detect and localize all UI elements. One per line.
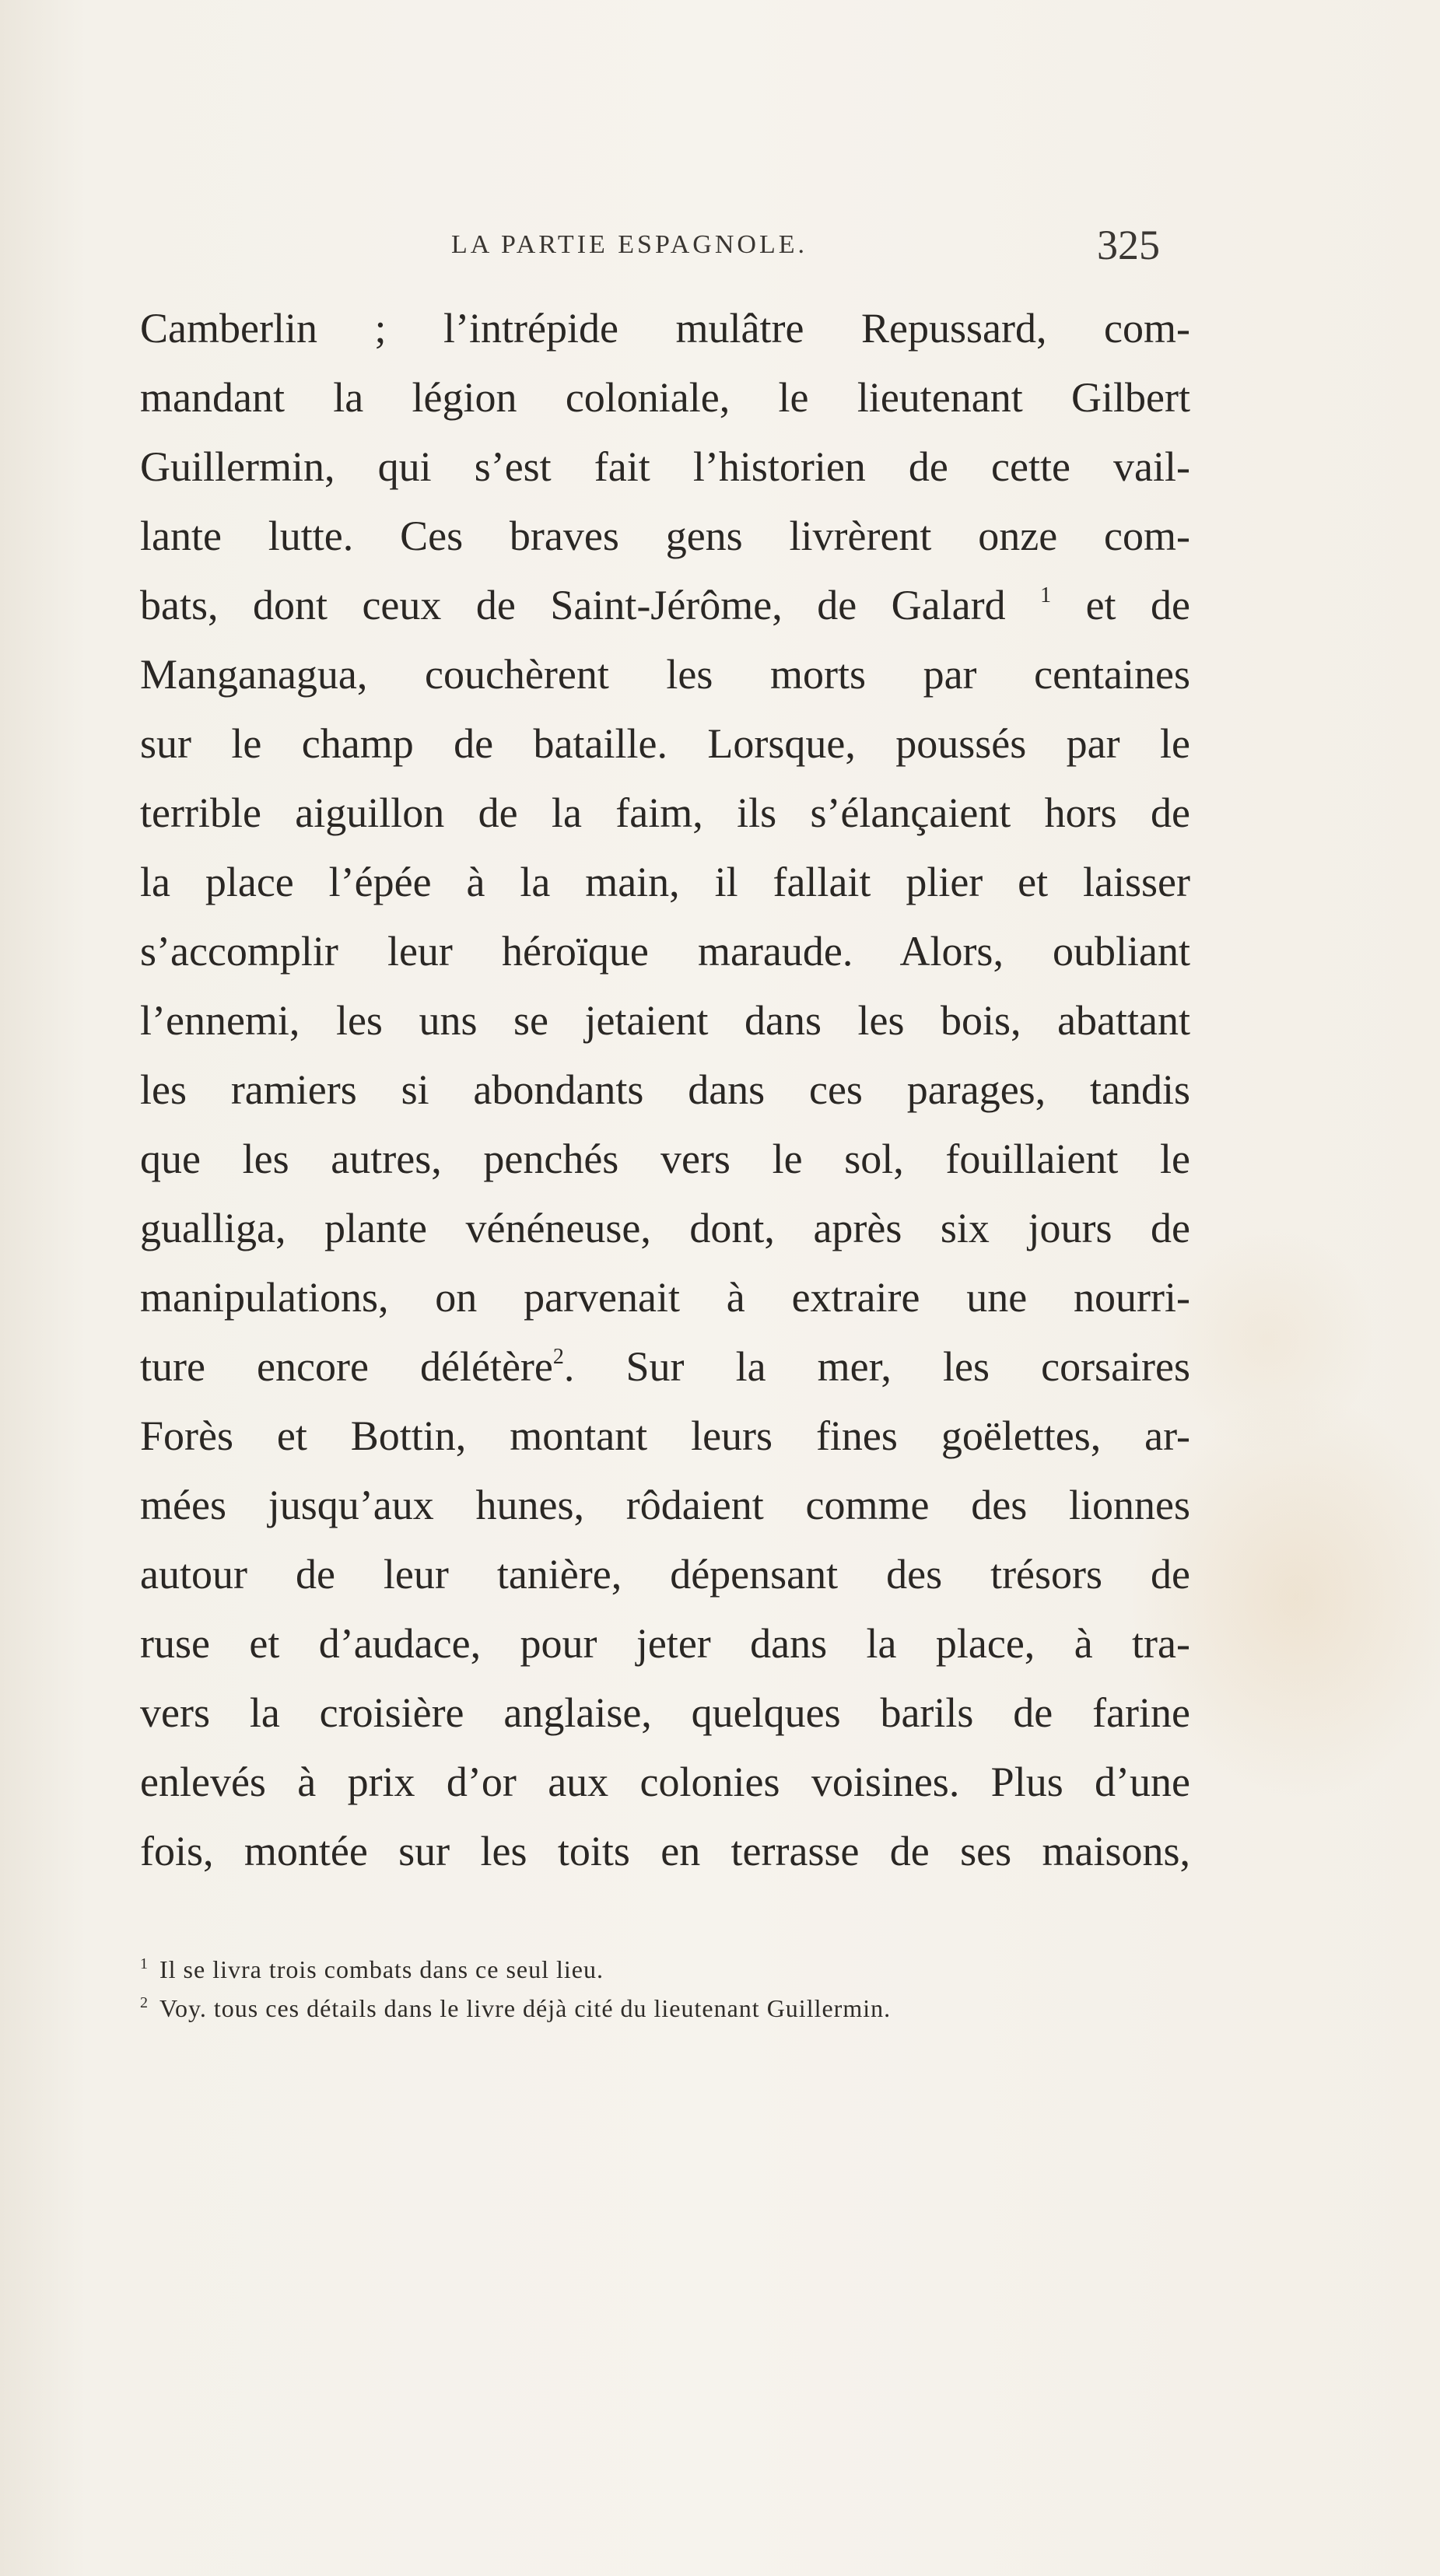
text-line-part: ture encore délétère bbox=[140, 1343, 553, 1390]
text-line: enlevés à prix d’or aux colonies voisines. Plus d’une bbox=[140, 1759, 1190, 1805]
page-number: 325 bbox=[1097, 222, 1160, 268]
footnote-marker: 1 bbox=[140, 1955, 149, 1972]
body-text bbox=[140, 294, 1190, 1886]
text-line: lante lutte. Ces braves gens livrèrent onze com- bbox=[140, 513, 1190, 559]
text-line: manipulations, on parvenait à extraire une nourri- bbox=[140, 1274, 1190, 1321]
footnote-text: Voy. tous ces détails dans le livre déjà cité du lieutenant Guillermin. bbox=[159, 1994, 892, 2022]
running-head bbox=[0, 222, 1440, 280]
text-line: Guillermin, qui s’est fait l’historien de cette vail- bbox=[140, 443, 1190, 490]
text-line: sur le champ de bataille. Lorsque, poussés par le bbox=[140, 720, 1190, 767]
text-line-with-note-ref bbox=[140, 571, 1190, 640]
text-line: autour de leur tanière, dépensant des trésors de bbox=[140, 1551, 1190, 1598]
text-line-part: bats, dont ceux de Saint-Jérôme, de Galard bbox=[140, 582, 1006, 628]
text-line-part: . Sur la mer, les corsaires bbox=[563, 1343, 1190, 1390]
text-line: Camberlin ; l’intrépide mulâtre Repussard, com- bbox=[140, 305, 1190, 352]
footnote-ref-2: 2 bbox=[552, 1345, 564, 1369]
text-line: la place l’épée à la main, il fallait plier et laisser bbox=[140, 859, 1190, 905]
footnote bbox=[140, 1944, 1190, 1983]
footnote bbox=[140, 1983, 1190, 2022]
text-line-with-note-ref bbox=[140, 1332, 1190, 1402]
text-line: l’ennemi, les uns se jetaient dans les bois, abattant bbox=[140, 997, 1190, 1044]
text-line: gualliga, plante vénéneuse, dont, après six jours de bbox=[140, 1205, 1190, 1251]
footnotes bbox=[140, 1944, 1190, 2022]
text-line: Manganagua, couchèrent les morts par centaines bbox=[140, 651, 1190, 698]
text-line: mées jusqu’aux hunes, rôdaient comme des lionnes bbox=[140, 1482, 1190, 1528]
text-line: ruse et d’audace, pour jeter dans la place, à tra- bbox=[140, 1620, 1190, 1667]
text-line: Forès et Bottin, montant leurs fines goëlettes, ar- bbox=[140, 1412, 1190, 1459]
text-line-part: et de bbox=[1085, 582, 1190, 628]
text-line: fois, montée sur les toits en terrasse de ses maisons, bbox=[140, 1828, 1190, 1874]
footnote-marker: 2 bbox=[140, 1994, 149, 2011]
text-line: vers la croisière anglaise, quelques barils de farine bbox=[140, 1689, 1190, 1736]
footnote-text: Il se livra trois combats dans ce seul lieu. bbox=[159, 1955, 604, 1983]
footnote-ref-1: 1 bbox=[1040, 583, 1052, 607]
running-title: LA PARTIE ESPAGNOLE. bbox=[451, 230, 808, 259]
text-line: les ramiers si abondants dans ces parages, tandis bbox=[140, 1066, 1190, 1113]
text-line: mandant la légion coloniale, le lieutenant Gilbert bbox=[140, 374, 1190, 421]
text-line: que les autres, penchés vers le sol, fouillaient le bbox=[140, 1136, 1190, 1182]
text-line: s’accomplir leur héroïque maraude. Alors, oubliant bbox=[140, 928, 1190, 975]
text-line: terrible aiguillon de la faim, ils s’élançaient hors de bbox=[140, 789, 1190, 836]
